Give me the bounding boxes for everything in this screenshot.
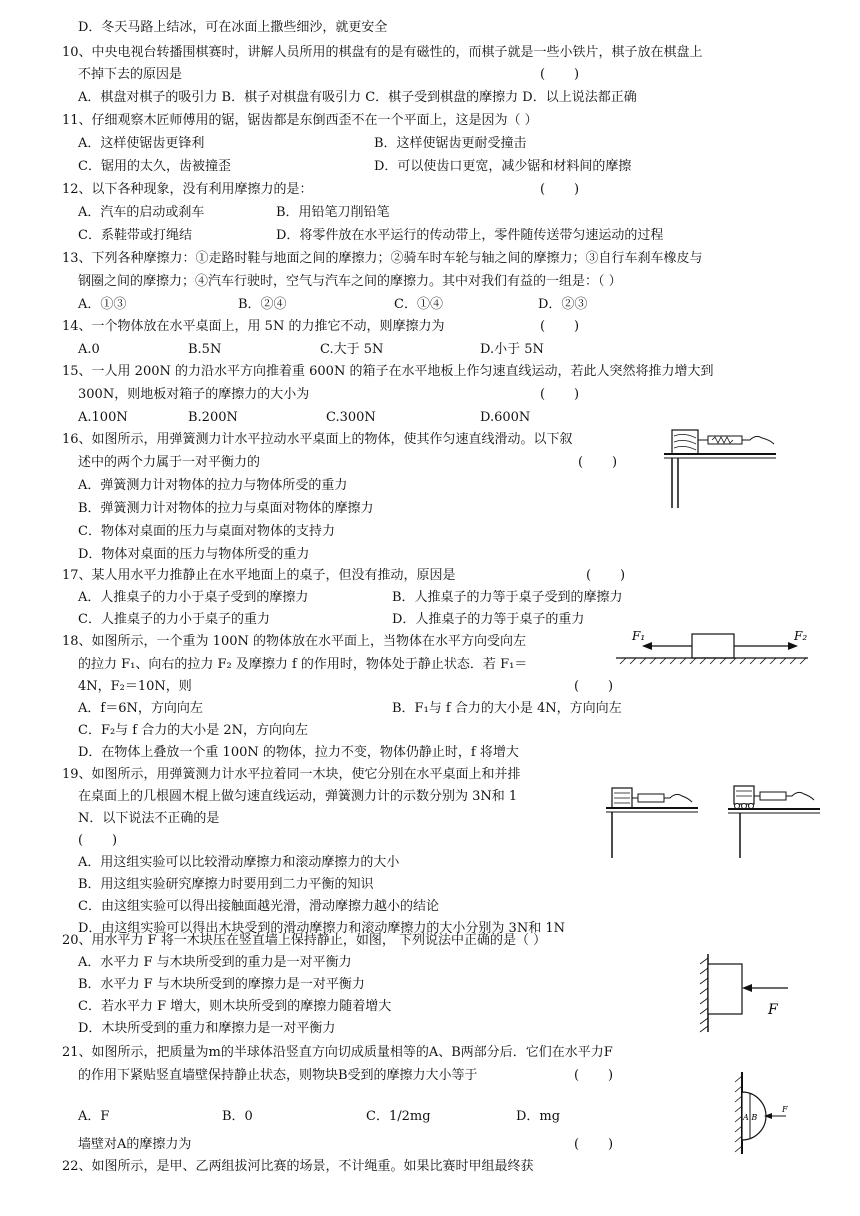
force-f-label: F xyxy=(768,1002,778,1018)
q12-answer-paren: ( ) xyxy=(540,182,580,197)
q19-option-b: B．用这组实验研究摩擦力时要用到二力平衡的知识 xyxy=(78,877,374,892)
q19-answer-paren: ( ) xyxy=(78,833,118,848)
object-block xyxy=(692,634,734,658)
q19-option-c: C．由这组实验可以得出接触面越光滑，滑动摩擦力越小的结论 xyxy=(78,899,439,914)
force-f1-label: F₁ xyxy=(632,629,646,643)
prev-option-d: D．冬天马路上结冰，可在冰面上撒些细沙，就更安全 xyxy=(78,20,388,35)
q14-option-c: C.大于 5N xyxy=(320,342,384,357)
q18-line2: 的拉力 F₁、向右的拉力 F₂ 及摩擦力 f 的作用时，物体处于静止状态．若 F₁＝ xyxy=(78,657,528,672)
q20-option-b: B．水平力 F 与木块所受到的摩擦力是一对平衡力 xyxy=(78,977,365,992)
q18-option-a: A．f＝6N，方向向左 xyxy=(78,701,203,716)
q13-option-a: A．①③ xyxy=(78,297,127,312)
q16-answer-paren: ( ) xyxy=(578,455,618,470)
q20-option-a: A．水平力 F 与木块所受到的重力是一对平衡力 xyxy=(78,955,352,970)
q17-option-b: B．人推桌子的力等于桌子受到的摩擦力 xyxy=(392,590,623,605)
q10-answer-paren: ( ) xyxy=(540,67,580,82)
q20-option-d: D．木块所受到的重力和摩擦力是一对平衡力 xyxy=(78,1021,336,1036)
left-arrow-icon xyxy=(642,642,652,650)
q12-stem: 12、以下各种现象，没有利用摩擦力的是： xyxy=(62,182,313,197)
q19-option-a: A．用这组实验可以比较滑动摩擦力和滚动摩擦力的大小 xyxy=(78,855,400,870)
q18-line1: 18、如图所示，一个重为 100N 的物体放在水平面上，当物体在水平方向受向左 xyxy=(62,634,526,649)
q21-answer-paren: ( ) xyxy=(574,1068,614,1083)
q11-option-c: C．锯用的太久，齿被撞歪 xyxy=(78,159,231,174)
q17-option-c: C．人推桌子的力小于桌子的重力 xyxy=(78,612,270,627)
q16-option-c: C．物体对桌面的压力与桌面对物体的支持力 xyxy=(78,524,335,539)
q16-option-d: D．物体对桌面的压力与物体所受的重力 xyxy=(78,547,310,562)
q21-option-b: B．0 xyxy=(222,1109,253,1124)
q13-option-b: B．②④ xyxy=(238,297,287,312)
q22-line1: 22、如图所示，是甲、乙两组拔河比赛的场景，不计绳重。如果比赛时甲组最终获 xyxy=(62,1159,534,1174)
spring-scale xyxy=(760,792,786,800)
q19-line1: 19、如图所示，用弹簧测力计水平拉着同一木块，使它分别在水平桌面上和并排 xyxy=(62,767,521,782)
q10-options: A．棋盘对棋子的吸引力 B．棋子对棋盘有吸引力 C．棋子受到棋盘的摩擦力 D．以上说法都正确 xyxy=(78,90,637,105)
q14-option-a: A.0 xyxy=(78,342,100,357)
q19-option-d: D．由这组实验可以得出木块受到的滑动摩擦力和滚动摩擦力的大小分别为 3N和 1N xyxy=(78,921,565,936)
q13-option-c: C．①④ xyxy=(394,297,443,312)
q21-option-a: A．F xyxy=(78,1109,110,1124)
right-arrow-icon xyxy=(788,642,798,650)
q19-line2: 在桌面上的几根圆木棍上做匀速直线运动，弹簧测力计的示数分别为 3N和 1 xyxy=(78,789,518,804)
spring-scale xyxy=(708,436,742,444)
q21-figure xyxy=(722,1068,802,1158)
q14-option-b: B.5N xyxy=(188,342,222,357)
force-f-label: F xyxy=(782,1105,788,1114)
q17-option-a: A．人推桌子的力小于桌子受到的摩擦力 xyxy=(78,590,309,605)
q11-option-d: D．可以使齿口更宽，减少锯和材料间的摩擦 xyxy=(374,159,632,174)
q11-option-a: A．这样使锯齿更锋利 xyxy=(78,136,205,151)
q13-line1: 13、下列各种摩擦力：①走路时鞋与地面之间的摩擦力；②骑车时车轮与轴之间的摩擦力；③自行车刹车橡皮与 xyxy=(62,251,703,266)
q20-option-c: C．若水平力 F 增大，则木块所受到的摩擦力随着增大 xyxy=(78,999,392,1014)
q16-figure xyxy=(660,420,780,510)
wood-block xyxy=(708,964,742,1014)
q19-figure-table xyxy=(604,782,700,860)
left-arrow-icon xyxy=(742,984,752,992)
q12-option-b: B．用铅笔刀削铅笔 xyxy=(276,205,390,220)
q11-option-b: B．这样使锯齿更耐受撞击 xyxy=(374,136,527,151)
q15-line1: 15、一人用 200N 的力沿水平方向推着重 600N 的箱子在水平地板上作匀速直线运动，若此人突然将推力增大到 xyxy=(62,364,714,379)
q20-stem: 20、用水平力 F 将一木块压在竖直墙上保持静止，如图， 下列说法中正确的是（ ） xyxy=(62,933,547,948)
q17-answer-paren: ( ) xyxy=(586,568,626,583)
q17-option-d: D．人推桌子的力等于桌子的重力 xyxy=(392,612,585,627)
q18-answer-paren: ( ) xyxy=(574,679,614,694)
q16-option-a: A．弹簧测力计对物体的拉力与物体所受的重力 xyxy=(78,478,348,493)
q18-line3: 4N，F₂＝10N，则 xyxy=(78,679,192,694)
q21-option-d: D．mg xyxy=(516,1109,561,1124)
q17-stem: 17、某人用水平力推静止在水平地面上的桌子，但没有推动，原因是 xyxy=(62,568,456,583)
q14-answer-paren: ( ) xyxy=(540,319,580,334)
q16-option-b: B．弹簧测力计对物体的拉力与桌面对物体的摩擦力 xyxy=(78,501,374,516)
q19-figure-rollers xyxy=(726,782,822,860)
wooden-block xyxy=(672,430,698,454)
q14-option-d: D.小于 5N xyxy=(480,342,544,357)
q11-stem: 11、仔细观察木匠师傅用的锯，锯齿都是东倒西歪不在一个平面上，这是因为（ ） xyxy=(62,113,538,128)
q20-figure xyxy=(692,950,802,1036)
q12-option-d: D．将零件放在水平运行的传动带上，零件随传送带匀速运动的过程 xyxy=(276,228,664,243)
q21-answer-paren-2: ( ) xyxy=(574,1137,614,1152)
q21-line3: 墙壁对A的摩擦力为 xyxy=(78,1137,192,1152)
q13-option-d: D．②③ xyxy=(538,297,588,312)
q18-option-b: B．F₁与 f 合力的大小是 4N，方向向左 xyxy=(392,701,622,716)
q18-option-c: C．F₂与 f 合力的大小是 2N，方向向左 xyxy=(78,723,309,738)
spring-scale xyxy=(638,794,664,802)
q14-stem: 14、一个物体放在水平桌面上，用 5N 的力推它不动，则摩擦力为 xyxy=(62,319,445,334)
force-f2-label: F₂ xyxy=(794,629,808,643)
q15-option-b: B.200N xyxy=(188,410,238,425)
q10-line1: 10、中央电视台转播围棋赛时，讲解人员所用的棋盘有的是有磁性的，而棋子就是一些小铁片，棋子放在棋盘上 xyxy=(62,45,703,60)
q18-figure xyxy=(612,626,812,666)
hand-icon xyxy=(786,792,814,800)
q15-line2: 300N，则地板对箱子的摩擦力的大小为 xyxy=(78,387,310,402)
wooden-block xyxy=(734,786,754,804)
q15-answer-paren: ( ) xyxy=(540,387,580,402)
q19-line3: N．以下说法不正确的是 xyxy=(78,811,220,826)
q15-option-a: A.100N xyxy=(78,410,128,425)
q10-line2: 不掉下去的原因是 xyxy=(78,67,183,82)
hand-icon xyxy=(664,794,692,802)
q18-option-d: D．在物体上叠放一个重 100N 的物体，拉力不变，物体仍静止时，f 将增大 xyxy=(78,745,519,760)
q15-option-d: D.600N xyxy=(480,410,531,425)
q16-line2: 述中的两个力属于一对平衡力的 xyxy=(78,455,261,470)
q12-option-c: C．系鞋带或打绳结 xyxy=(78,228,192,243)
q21-line2: 的作用下紧贴竖直墙壁保持静止状态，则物块B受到的摩擦力大小等于 xyxy=(78,1068,478,1083)
q21-line1: 21、如图所示，把质量为m的半球体沿竖直方向切成质量相等的A、B两部分后．它们在水平力F xyxy=(62,1045,613,1060)
q21-option-c: C．1/2mg xyxy=(366,1109,431,1124)
q15-option-c: C.300N xyxy=(326,410,376,425)
parts-ab-label: A B xyxy=(743,1113,758,1122)
q12-option-a: A．汽车的启动或刹车 xyxy=(78,205,205,220)
hand-icon xyxy=(742,436,774,444)
q16-line1: 16、如图所示，用弹簧测力计水平拉动水平桌面上的物体，使其作匀速直线滑动。以下叙 xyxy=(62,432,573,447)
q13-line2: 钢圈之间的摩擦力；④汽车行驶时，空气与汽车之间的摩擦力。其中对我们有益的一组是：（ ） xyxy=(78,274,622,289)
